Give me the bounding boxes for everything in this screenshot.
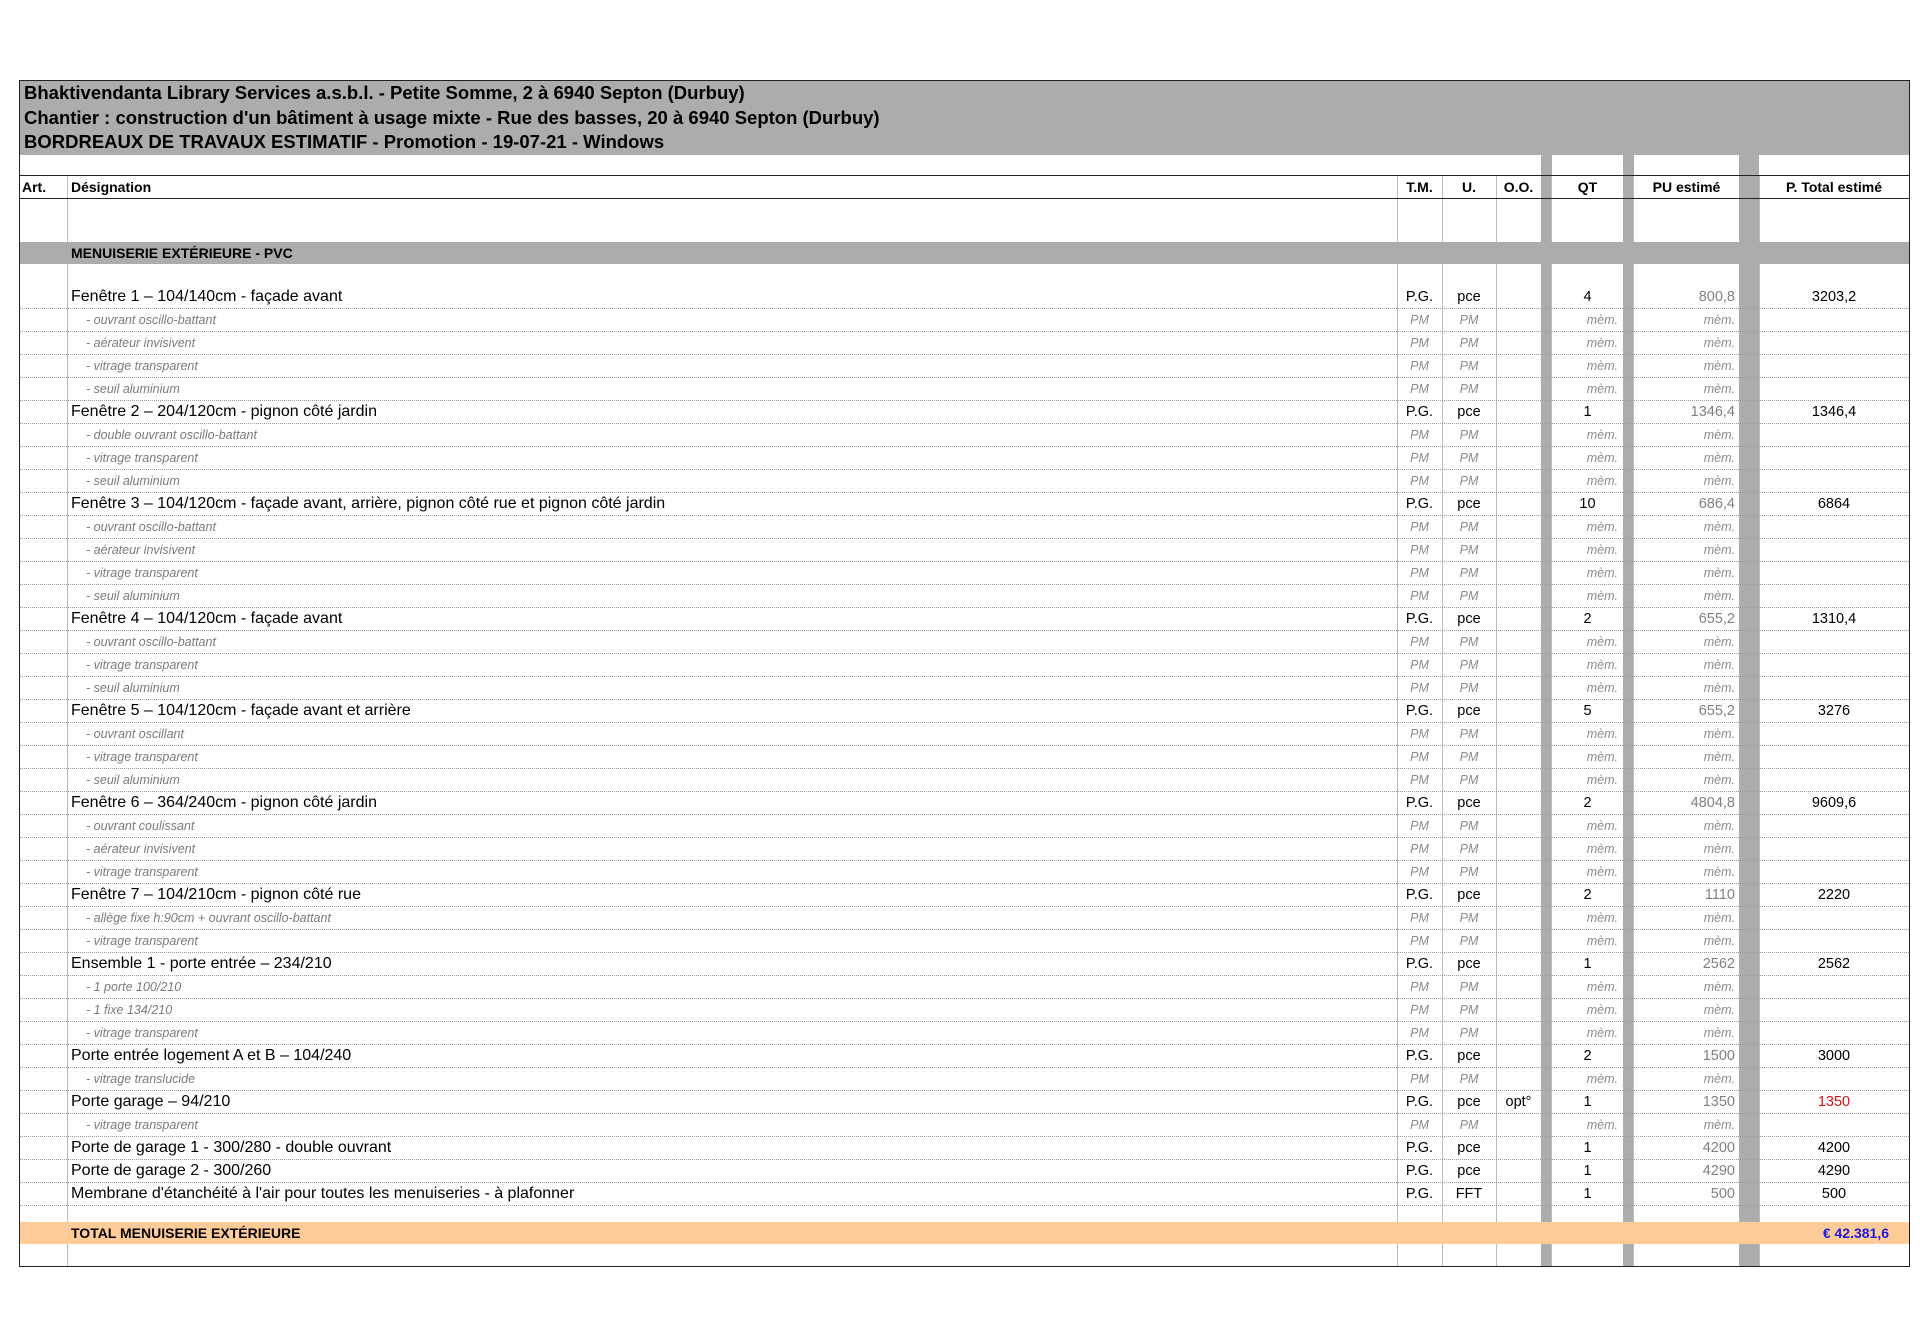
item-total: 2562 — [1817, 956, 1851, 972]
subitem-quantity: mèm. — [1586, 635, 1618, 649]
subitem-unit: PM — [1459, 451, 1479, 465]
subitem-unit: PM — [1459, 313, 1479, 327]
subitem-designation: - ouvrant oscillo-battant — [86, 520, 216, 534]
item-subrow — [20, 309, 1909, 332]
item-designation: Porte de garage 2 - 300/260 — [71, 1162, 272, 1179]
item-total: 3000 — [1817, 1048, 1851, 1064]
item-designation: Fenêtre 1 – 104/140cm - façade avant — [71, 288, 343, 305]
item-unit: pce — [1457, 289, 1481, 305]
item-subrow — [20, 769, 1909, 792]
item-row — [20, 953, 1909, 976]
item-tm: P.G. — [1405, 404, 1434, 420]
subitem-unit: PM — [1459, 658, 1479, 672]
item-unit: pce — [1457, 1140, 1481, 1156]
subitem-designation: - vitrage transparent — [86, 451, 198, 465]
subitem-unit: PM — [1459, 819, 1479, 833]
subitem-tm: PM — [1410, 1072, 1429, 1086]
item-tm: P.G. — [1405, 887, 1434, 903]
item-designation: Porte garage – 94/210 — [71, 1093, 231, 1110]
item-subrow — [20, 930, 1909, 953]
item-quantity: 1 — [1583, 1186, 1592, 1202]
item-tm: P.G. — [1405, 795, 1434, 811]
subitem-unit: PM — [1459, 1072, 1479, 1086]
item-option — [1496, 792, 1541, 814]
subitem-unit-price: mèm. — [1703, 842, 1735, 856]
subitem-unit: PM — [1459, 842, 1479, 856]
item-tm: P.G. — [1405, 956, 1434, 972]
item-tm: P.G. — [1405, 289, 1434, 305]
subitem-unit: PM — [1459, 543, 1479, 557]
subitem-unit-price: mèm. — [1703, 635, 1735, 649]
total-row — [20, 1222, 1909, 1244]
subitem-quantity: mèm. — [1586, 336, 1618, 350]
total-value: € 42.381,6 — [1822, 1225, 1889, 1241]
subitem-unit-price: mèm. — [1703, 658, 1735, 672]
subitem-designation: - ouvrant coulissant — [86, 819, 195, 833]
estimate-sheet — [19, 80, 1910, 1267]
subitem-unit-price: mèm. — [1703, 1118, 1735, 1132]
subitem-designation: - aérateur invisivent — [86, 842, 196, 856]
item-quantity: 10 — [1579, 496, 1596, 512]
item-quantity: 4 — [1583, 289, 1592, 305]
subitem-tm: PM — [1410, 474, 1429, 488]
subitem-quantity: mèm. — [1586, 750, 1618, 764]
subitem-quantity: mèm. — [1586, 911, 1618, 925]
subitem-unit-price: mèm. — [1703, 819, 1735, 833]
item-row — [20, 493, 1909, 516]
item-total: 2220 — [1817, 887, 1851, 903]
item-unit: pce — [1457, 795, 1481, 811]
item-tm: P.G. — [1405, 1186, 1434, 1202]
subitem-tm: PM — [1410, 451, 1429, 465]
item-subrow — [20, 332, 1909, 355]
item-subrow — [20, 654, 1909, 677]
item-total: 3276 — [1817, 703, 1851, 719]
subitem-designation: - vitrage transparent — [86, 750, 198, 764]
section-title: MENUISERIE EXTÉRIEURE - PVC — [71, 245, 293, 261]
subitem-designation: - seuil aluminium — [86, 589, 180, 603]
item-option — [1496, 953, 1541, 975]
subitem-unit-price: mèm. — [1703, 474, 1735, 488]
subitem-quantity: mèm. — [1586, 313, 1618, 327]
item-subrow — [20, 746, 1909, 769]
item-quantity: 1 — [1583, 1140, 1592, 1156]
item-unit: pce — [1457, 496, 1481, 512]
item-subrow — [20, 470, 1909, 493]
item-tm: P.G. — [1405, 1163, 1434, 1179]
subitem-unit: PM — [1459, 1003, 1479, 1017]
subitem-unit: PM — [1459, 520, 1479, 534]
item-designation: Fenêtre 3 – 104/120cm - façade avant, arrière, pignon côté rue et pignon côté jardin — [71, 495, 666, 512]
subitem-unit: PM — [1459, 750, 1479, 764]
column-header-u: U. — [1462, 179, 1476, 195]
subitem-quantity: mèm. — [1586, 566, 1618, 580]
subitem-designation: - seuil aluminium — [86, 474, 180, 488]
subitem-designation: - 1 fixe 134/210 — [86, 1003, 173, 1017]
item-tm: P.G. — [1405, 1048, 1434, 1064]
subitem-unit: PM — [1459, 773, 1479, 787]
item-row — [20, 286, 1909, 309]
item-subrow — [20, 861, 1909, 884]
subitem-unit-price: mèm. — [1703, 681, 1735, 695]
subitem-designation: - vitrage transparent — [86, 1026, 198, 1040]
item-tm: P.G. — [1405, 496, 1434, 512]
subitem-designation: - aérateur invisivent — [86, 336, 196, 350]
subitem-unit-price: mèm. — [1703, 727, 1735, 741]
item-total: 3203,2 — [1811, 289, 1857, 305]
subitem-unit-price: mèm. — [1703, 566, 1735, 580]
subitem-unit-price: mèm. — [1703, 382, 1735, 396]
item-unit-price: 655,2 — [1698, 703, 1735, 719]
subitem-quantity: mèm. — [1586, 819, 1618, 833]
item-option — [1496, 884, 1541, 906]
subitem-unit-price: mèm. — [1703, 589, 1735, 603]
item-subrow — [20, 1022, 1909, 1045]
item-option — [1496, 700, 1541, 722]
subitem-tm: PM — [1410, 359, 1429, 373]
item-unit: pce — [1457, 611, 1481, 627]
item-subrow — [20, 815, 1909, 838]
header-line-title: BORDREAUX DE TRAVAUX ESTIMATIF - Promotion - 19-07-21 - Windows — [24, 131, 665, 152]
item-subrow — [20, 562, 1909, 585]
item-row — [20, 1045, 1909, 1068]
item-total: 4200 — [1817, 1140, 1851, 1156]
item-quantity: 1 — [1583, 956, 1592, 972]
document-header — [20, 81, 1909, 155]
subitem-unit-price: mèm. — [1703, 520, 1735, 534]
subitem-tm: PM — [1410, 727, 1429, 741]
subitem-tm: PM — [1410, 934, 1429, 948]
item-row — [20, 1091, 1909, 1114]
subitem-quantity: mèm. — [1586, 842, 1618, 856]
item-subrow — [20, 355, 1909, 378]
item-subrow — [20, 1114, 1909, 1137]
subitem-tm: PM — [1410, 681, 1429, 695]
subitem-designation: - seuil aluminium — [86, 681, 180, 695]
subitem-quantity: mèm. — [1586, 520, 1618, 534]
subitem-unit-price: mèm. — [1703, 1003, 1735, 1017]
item-quantity: 2 — [1583, 795, 1592, 811]
item-unit-price: 686,4 — [1698, 496, 1735, 512]
subitem-unit: PM — [1459, 428, 1479, 442]
item-total: 1346,4 — [1811, 404, 1857, 420]
item-option — [1496, 493, 1541, 515]
subitem-tm: PM — [1410, 313, 1429, 327]
subitem-unit-price: mèm. — [1703, 428, 1735, 442]
item-unit-price: 1110 — [1704, 887, 1735, 903]
item-option — [1496, 1137, 1541, 1159]
item-row — [20, 792, 1909, 815]
subitem-unit-price: mèm. — [1703, 451, 1735, 465]
subitem-quantity: mèm. — [1586, 474, 1618, 488]
item-subrow — [20, 516, 1909, 539]
item-subrow — [20, 723, 1909, 746]
item-option — [1496, 286, 1541, 308]
subitem-unit-price: mèm. — [1703, 934, 1735, 948]
item-option: opt° — [1505, 1094, 1532, 1110]
subitem-unit: PM — [1459, 382, 1479, 396]
subitem-quantity: mèm. — [1586, 658, 1618, 672]
item-unit: pce — [1457, 703, 1481, 719]
header-line-site: Chantier : construction d'un bâtiment à usage mixte - Rue des basses, 20 à 6940 Septon (Durbuy) — [24, 107, 880, 128]
subitem-tm: PM — [1410, 819, 1429, 833]
item-subrow — [20, 677, 1909, 700]
subitem-unit: PM — [1459, 911, 1479, 925]
subitem-quantity: mèm. — [1586, 1026, 1618, 1040]
total-label: TOTAL MENUISERIE EXTÉRIEURE — [71, 1225, 301, 1241]
item-quantity: 2 — [1583, 1048, 1592, 1064]
subitem-designation: - ouvrant oscillo-battant — [86, 635, 216, 649]
subitem-designation: - vitrage transparent — [86, 1118, 198, 1132]
item-unit-price: 1346,4 — [1690, 404, 1735, 420]
subitem-unit: PM — [1459, 635, 1479, 649]
subitem-unit: PM — [1459, 1026, 1479, 1040]
item-quantity: 1 — [1583, 1094, 1592, 1110]
item-quantity: 1 — [1583, 404, 1592, 420]
subitem-quantity: mèm. — [1586, 980, 1618, 994]
subitem-tm: PM — [1410, 336, 1429, 350]
item-unit-price: 1350 — [1702, 1094, 1735, 1110]
column-header-tm: T.M. — [1406, 179, 1433, 195]
item-subrow — [20, 447, 1909, 470]
item-total: 9609,6 — [1811, 795, 1857, 811]
item-option — [1496, 1160, 1541, 1182]
subitem-quantity: mèm. — [1586, 451, 1618, 465]
item-row — [20, 1137, 1909, 1160]
subitem-tm: PM — [1410, 750, 1429, 764]
item-unit-price: 500 — [1710, 1186, 1735, 1202]
subitem-designation: - seuil aluminium — [86, 773, 180, 787]
header-line-organisation: Bhaktivendanta Library Services a.s.b.l. - Petite Somme, 2 à 6940 Septon (Durbuy) — [24, 82, 745, 103]
subitem-designation: - vitrage transparent — [86, 566, 198, 580]
item-designation: Fenêtre 5 – 104/120cm - façade avant et arrière — [71, 702, 411, 719]
subitem-quantity: mèm. — [1586, 1003, 1618, 1017]
item-unit-price: 4200 — [1702, 1140, 1735, 1156]
item-unit-price: 800,8 — [1698, 289, 1735, 305]
column-header-qt: QT — [1577, 179, 1598, 195]
item-quantity: 2 — [1583, 887, 1592, 903]
item-designation: Fenêtre 4 – 104/120cm - façade avant — [71, 610, 343, 627]
subitem-unit-price: mèm. — [1703, 313, 1735, 327]
subitem-unit-price: mèm. — [1703, 1026, 1735, 1040]
subitem-unit-price: mèm. — [1703, 773, 1735, 787]
item-option — [1496, 401, 1541, 423]
subitem-unit: PM — [1459, 681, 1479, 695]
subitem-tm: PM — [1410, 1003, 1429, 1017]
item-total: 6864 — [1817, 496, 1851, 512]
subitem-quantity: mèm. — [1586, 934, 1618, 948]
subitem-designation: - allège fixe h:90cm + ouvrant oscillo-battant — [86, 911, 331, 925]
item-option — [1496, 608, 1541, 630]
item-tm: P.G. — [1405, 1140, 1434, 1156]
subitem-unit-price: mèm. — [1703, 359, 1735, 373]
item-unit: pce — [1457, 956, 1481, 972]
item-subrow — [20, 631, 1909, 654]
subitem-quantity: mèm. — [1586, 359, 1618, 373]
subitem-quantity: mèm. — [1586, 382, 1618, 396]
item-subrow — [20, 585, 1909, 608]
item-unit: pce — [1457, 1094, 1481, 1110]
item-subrow — [20, 838, 1909, 861]
subitem-designation: - ouvrant oscillo-battant — [86, 313, 216, 327]
item-option — [1496, 1045, 1541, 1067]
subitem-quantity: mèm. — [1586, 773, 1618, 787]
item-total: 1310,4 — [1811, 611, 1857, 627]
item-tm: P.G. — [1405, 703, 1434, 719]
item-subrow — [20, 976, 1909, 999]
subitem-unit: PM — [1459, 336, 1479, 350]
item-designation: Porte entrée logement A et B – 104/240 — [71, 1047, 352, 1064]
subitem-unit-price: mèm. — [1703, 865, 1735, 879]
subitem-unit: PM — [1459, 727, 1479, 741]
subitem-designation: - double ouvrant oscillo-battant — [86, 428, 257, 442]
item-designation: Fenêtre 6 – 364/240cm - pignon côté jardin — [71, 794, 377, 811]
item-row — [20, 1160, 1909, 1183]
subitem-unit: PM — [1459, 589, 1479, 603]
item-unit: FFT — [1455, 1186, 1483, 1202]
item-designation: Membrane d'étanchéité à l'air pour toutes les menuiseries - à plafonner — [71, 1185, 575, 1202]
subitem-quantity: mèm. — [1586, 1072, 1618, 1086]
subitem-unit-price: mèm. — [1703, 1072, 1735, 1086]
subitem-designation: - aérateur invisivent — [86, 543, 196, 557]
subitem-unit: PM — [1459, 934, 1479, 948]
item-total: 4290 — [1817, 1163, 1851, 1179]
item-unit-price: 1500 — [1702, 1048, 1735, 1064]
item-quantity: 1 — [1583, 1163, 1592, 1179]
subitem-tm: PM — [1410, 842, 1429, 856]
item-subrow — [20, 999, 1909, 1022]
subitem-tm: PM — [1410, 382, 1429, 396]
item-subrow — [20, 424, 1909, 447]
item-quantity: 5 — [1583, 703, 1592, 719]
item-row — [20, 401, 1909, 424]
subitem-quantity: mèm. — [1586, 727, 1618, 741]
subitem-quantity: mèm. — [1586, 681, 1618, 695]
subitem-tm: PM — [1410, 658, 1429, 672]
column-header-pu: PU estimé — [1652, 179, 1721, 195]
subitem-tm: PM — [1410, 980, 1429, 994]
item-option — [1496, 1183, 1541, 1205]
column-header-art: Art. — [22, 179, 47, 195]
subitem-unit-price: mèm. — [1703, 980, 1735, 994]
item-subrow — [20, 907, 1909, 930]
subitem-tm: PM — [1410, 520, 1429, 534]
subitem-unit: PM — [1459, 1118, 1479, 1132]
item-unit: pce — [1457, 404, 1481, 420]
item-row — [20, 1183, 1909, 1206]
item-designation: Fenêtre 7 – 104/210cm - pignon côté rue — [71, 886, 361, 903]
item-subrow — [20, 1068, 1909, 1091]
item-total: 500 — [1821, 1186, 1847, 1202]
item-subrow — [20, 539, 1909, 562]
subitem-unit: PM — [1459, 566, 1479, 580]
subitem-quantity: mèm. — [1586, 428, 1618, 442]
subitem-unit-price: mèm. — [1703, 336, 1735, 350]
item-row — [20, 700, 1909, 723]
subitem-tm: PM — [1410, 543, 1429, 557]
subitem-designation: - vitrage transparent — [86, 658, 198, 672]
subitem-tm: PM — [1410, 589, 1429, 603]
section-header — [20, 242, 1909, 264]
item-unit-price: 4804,8 — [1690, 795, 1735, 811]
item-tm: P.G. — [1405, 611, 1434, 627]
subitem-tm: PM — [1410, 635, 1429, 649]
item-unit-price: 2562 — [1702, 956, 1735, 972]
column-header-oo: O.O. — [1503, 179, 1534, 195]
subitem-tm: PM — [1410, 911, 1429, 925]
item-unit: pce — [1457, 1163, 1481, 1179]
item-quantity: 2 — [1583, 611, 1592, 627]
subitem-designation: - ouvrant oscillant — [86, 727, 184, 741]
item-designation: Fenêtre 2 – 204/120cm - pignon côté jardin — [71, 403, 377, 420]
subitem-quantity: mèm. — [1586, 589, 1618, 603]
subitem-unit-price: mèm. — [1703, 750, 1735, 764]
column-header-total: P. Total estimé — [1786, 179, 1882, 195]
subitem-unit: PM — [1459, 474, 1479, 488]
subitem-designation: - vitrage transparent — [86, 934, 198, 948]
subitem-unit-price: mèm. — [1703, 911, 1735, 925]
subitem-tm: PM — [1410, 566, 1429, 580]
item-designation: Porte de garage 1 - 300/280 - double ouvrant — [71, 1139, 392, 1156]
item-unit: pce — [1457, 1048, 1481, 1064]
item-total: 1350 — [1817, 1094, 1851, 1110]
item-tm: P.G. — [1405, 1094, 1434, 1110]
column-header-row — [20, 175, 1909, 199]
item-unit-price: 655,2 — [1698, 611, 1735, 627]
subitem-quantity: mèm. — [1586, 543, 1618, 557]
subitem-designation: - vitrage translucide — [86, 1072, 196, 1086]
item-unit: pce — [1457, 887, 1481, 903]
item-designation: Ensemble 1 - porte entrée – 234/210 — [71, 955, 332, 972]
subitem-tm: PM — [1410, 1118, 1429, 1132]
subitem-tm: PM — [1410, 1026, 1429, 1040]
subitem-quantity: mèm. — [1586, 865, 1618, 879]
subitem-tm: PM — [1410, 428, 1429, 442]
item-unit-price: 4290 — [1702, 1163, 1735, 1179]
column-header-designation: Désignation — [71, 179, 152, 195]
subitem-tm: PM — [1410, 865, 1429, 879]
subitem-unit: PM — [1459, 980, 1479, 994]
subitem-unit: PM — [1459, 865, 1479, 879]
item-subrow — [20, 378, 1909, 401]
subitem-unit-price: mèm. — [1703, 543, 1735, 557]
subitem-designation: - vitrage transparent — [86, 865, 198, 879]
item-row — [20, 608, 1909, 631]
subitem-designation: - seuil aluminium — [86, 382, 180, 396]
subitem-unit: PM — [1459, 359, 1479, 373]
subitem-tm: PM — [1410, 773, 1429, 787]
subitem-designation: - vitrage transparent — [86, 359, 198, 373]
item-row — [20, 884, 1909, 907]
subitem-designation: - 1 porte 100/210 — [86, 980, 182, 994]
subitem-quantity: mèm. — [1586, 1118, 1618, 1132]
